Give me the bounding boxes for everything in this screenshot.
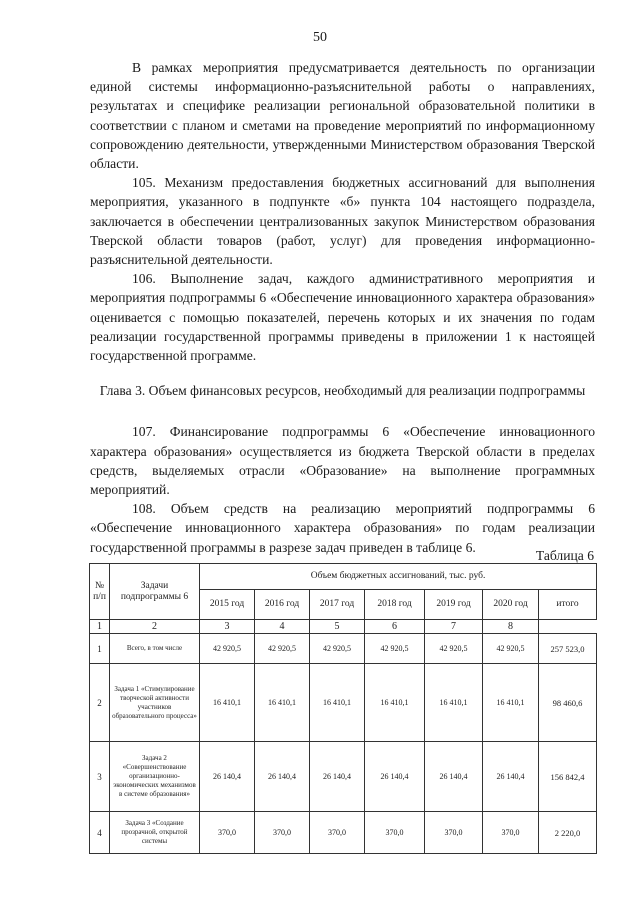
paragraph-107: 107. Финансирование подпрограммы 6 «Обеспечение инновационного характера образования» осуществляется из бюджета Тверской области в пределах средств, выделяемых отрасли «Образование» на выполнение программных мероприятий. <box>90 424 595 498</box>
row-value: 370,0 <box>365 812 425 854</box>
page-number: 50 <box>313 30 327 45</box>
index-cell: 2 <box>110 620 200 634</box>
row-value: 370,0 <box>425 812 483 854</box>
chapter-heading: Глава 3. Объем финансовых ресурсов, необходимый для реализации подпрограммы <box>99 383 586 399</box>
row-total: 257 523,0 <box>539 634 597 664</box>
row-num: 1 <box>90 634 110 664</box>
row-value: 26 140,4 <box>365 742 425 812</box>
table-row <box>90 634 597 664</box>
body-text <box>90 58 595 557</box>
index-cell: 8 <box>483 620 539 634</box>
row-value: 16 410,1 <box>483 664 539 742</box>
paragraph-105: 105. Механизм предоставления бюджетных ассигнований для выполнения мероприятия, указанного в подпункте «б» пункта 104 настоящего подраздела, заключается в обеспечении централизованных закупок Министерством образования Тверской области товаров (работ, услуг) для проведения информационно-разъяснительной деятельности. <box>90 175 595 268</box>
table-caption: Таблица 6 <box>535 548 594 563</box>
table-row <box>90 742 597 812</box>
row-value: 42 920,5 <box>255 634 310 664</box>
row-value: 16 410,1 <box>200 664 255 742</box>
row-total: 2 220,0 <box>539 812 597 854</box>
row-value: 16 410,1 <box>425 664 483 742</box>
row-value: 26 140,4 <box>425 742 483 812</box>
row-total: 156 842,4 <box>539 742 597 812</box>
budget-table <box>89 563 597 854</box>
row-value: 42 920,5 <box>425 634 483 664</box>
row-task: Всего, в том числе <box>110 634 200 664</box>
index-cell: 6 <box>365 620 425 634</box>
index-cell: 5 <box>310 620 365 634</box>
row-value: 370,0 <box>310 812 365 854</box>
row-task: Задача 3 «Создание прозрачной, открытой системы <box>110 812 200 854</box>
row-value: 26 140,4 <box>483 742 539 812</box>
row-value: 370,0 <box>255 812 310 854</box>
header-year: 2016 год <box>255 590 310 620</box>
header-tasks: Задачи подпрограммы 6 <box>110 564 200 620</box>
index-cell: 1 <box>90 620 110 634</box>
row-num: 4 <box>90 812 110 854</box>
header-year: 2020 год <box>483 590 539 620</box>
header-year: 2015 год <box>200 590 255 620</box>
index-cell: 7 <box>425 620 483 634</box>
row-num: 2 <box>90 664 110 742</box>
header-budget: Объем бюджетных ассигнований, тыс. руб. <box>200 564 597 590</box>
table-row <box>90 664 597 742</box>
row-value: 16 410,1 <box>255 664 310 742</box>
paragraph-108: 108. Объем средств на реализацию мероприятий подпрограммы 6 «Обеспечение инновационного характера образования» по годам реализации государственной программы в разрезе задач приведен в таблице 6. <box>90 501 595 555</box>
row-value: 16 410,1 <box>365 664 425 742</box>
row-value: 42 920,5 <box>200 634 255 664</box>
row-value: 42 920,5 <box>310 634 365 664</box>
index-cell: 3 <box>200 620 255 634</box>
row-value: 16 410,1 <box>310 664 365 742</box>
header-year: 2017 год <box>310 590 365 620</box>
paragraph-intro: В рамках мероприятия предусматривается деятельность по организации единой системы информационно-разъяснительной работы о направлениях, результатах и специфике реализации региональной образовательной политики в соответствии с планом и сметами на проведение мероприятий по информационному сопровождению деятельности, утвержденными Министерством образования Тверской области. <box>90 60 595 172</box>
row-value: 370,0 <box>483 812 539 854</box>
header-year: 2018 год <box>365 590 425 620</box>
row-num: 3 <box>90 742 110 812</box>
header-total: итого <box>539 590 597 620</box>
row-value: 42 920,5 <box>483 634 539 664</box>
row-value: 26 140,4 <box>200 742 255 812</box>
row-task: Задача 1 «Стимулирование творческой активности участников образовательного процесса» <box>110 664 200 742</box>
index-cell: 4 <box>255 620 310 634</box>
row-value: 26 140,4 <box>255 742 310 812</box>
row-total: 98 460,6 <box>539 664 597 742</box>
header-year: 2019 год <box>425 590 483 620</box>
row-value: 26 140,4 <box>310 742 365 812</box>
row-value: 42 920,5 <box>365 634 425 664</box>
header-num: № п/п <box>90 564 110 620</box>
table-row <box>90 812 597 854</box>
row-task: Задача 2 «Совершенствование организационно-экономических механизмов в системе образования» <box>110 742 200 812</box>
row-value: 370,0 <box>200 812 255 854</box>
paragraph-106: 106. Выполнение задач, каждого административного мероприятия и мероприятия подпрограммы 6 «Обеспечение инновационного характера образования» оценивается с помощью показателей, перечень которых и их значения по годам реализации государственной программы приведены в приложении 1 к настоящей государственной программе. <box>90 271 595 364</box>
